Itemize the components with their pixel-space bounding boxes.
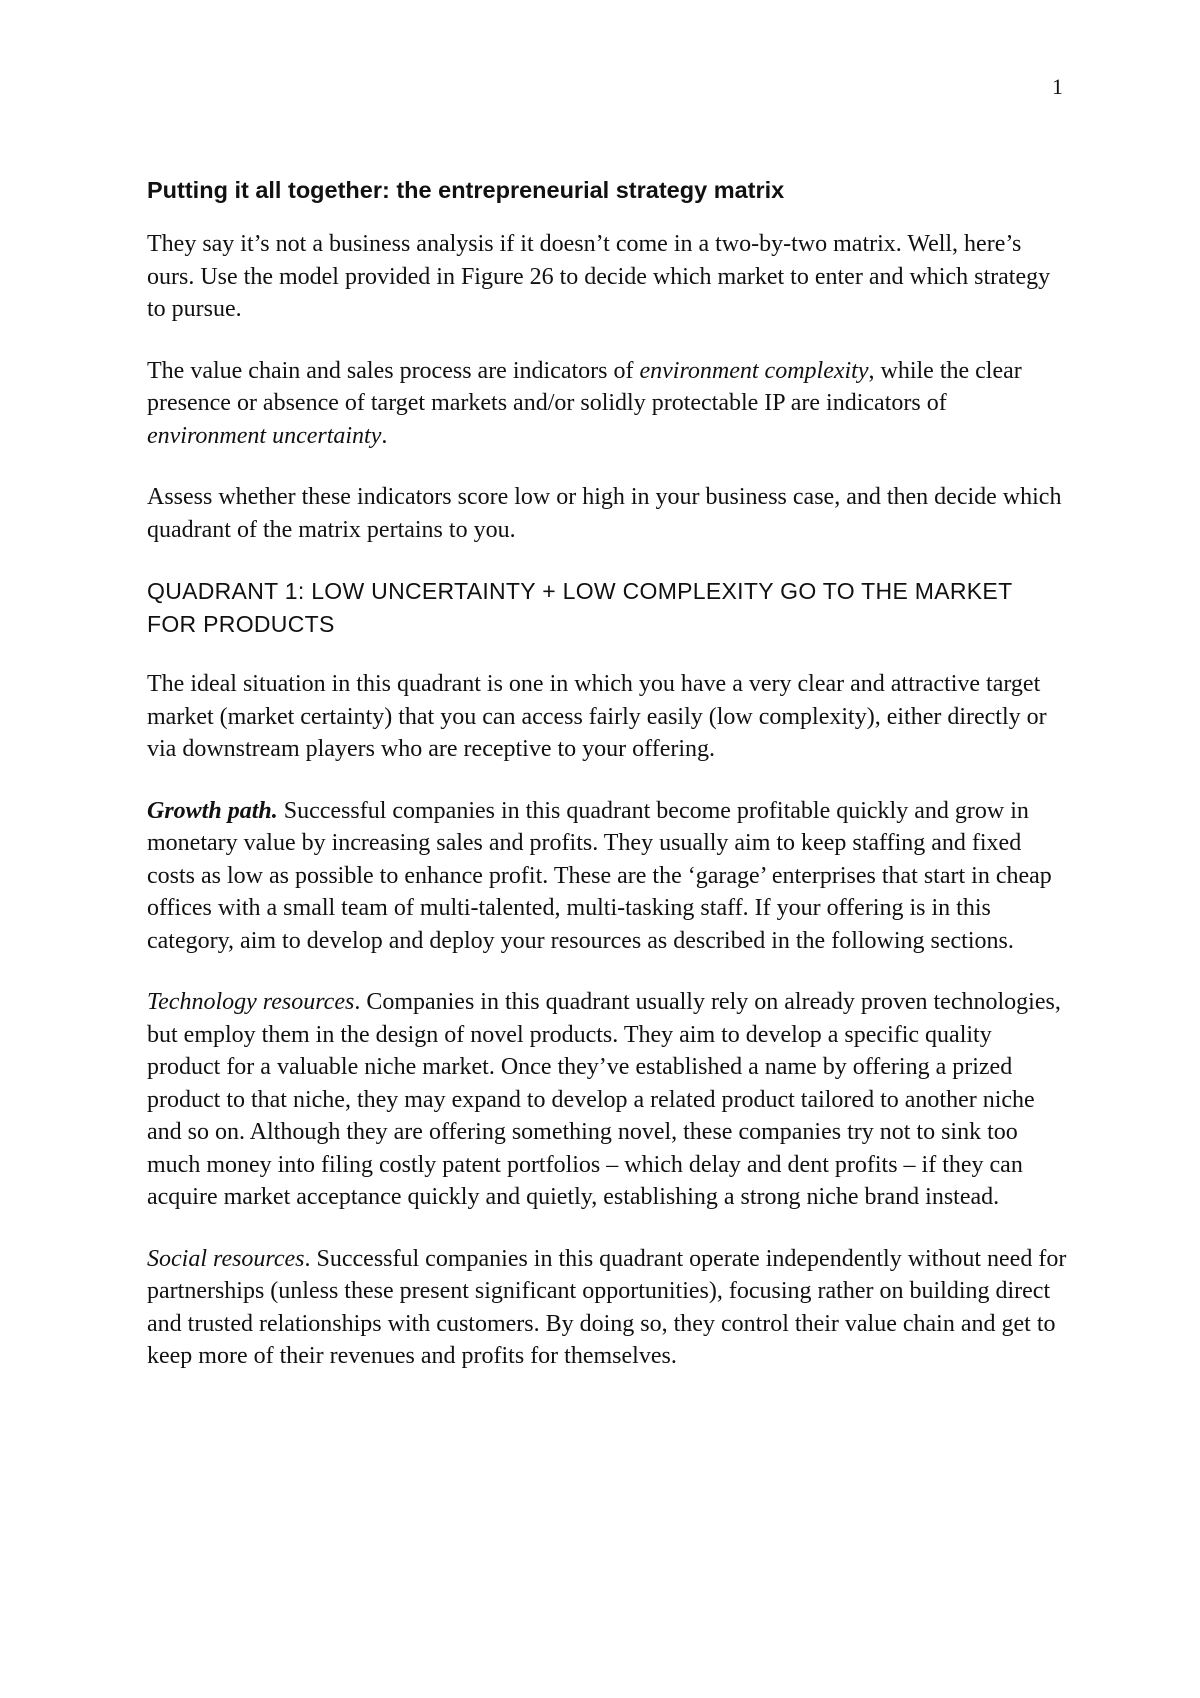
page-number: 1 — [1052, 74, 1063, 99]
growth-path-paragraph — [147, 795, 1067, 958]
section-heading: Putting it all together: the entrepreneurial strategy matrix — [147, 177, 785, 203]
growth-path-label: Growth path. — [147, 797, 278, 824]
indicators-emphasis-complexity: environment complexity — [639, 357, 869, 384]
indicators-emphasis-uncertainty: environment uncertainty — [147, 422, 382, 449]
social-resources-text: . Successful companies in this quadrant operate independently without need for partnerships (unless these present significant opportunities), focusing rather on building direct and trusted relationships with customers. By doing so, they control their value chain and get to keep more of their revenues and profits for themselves. — [147, 1245, 1067, 1369]
assess-paragraph: Assess whether these indicators score low or high in your business case, and then decide which quadrant of the matrix pertains to you. — [147, 484, 1062, 543]
technology-resources-label: Technology resources — [147, 989, 355, 1015]
intro-paragraph: They say it’s not a business analysis if it doesn’t come in a two-by-two matrix. Well, here’s ours. Use the model provided in Figure 26 to decide which market to enter and which strategy to pursue. — [147, 231, 1051, 322]
social-resources-label: Social resources — [147, 1245, 305, 1272]
page-content — [147, 174, 1067, 1402]
social-resources-paragraph — [147, 1243, 1067, 1373]
indicators-text-1: The value chain and sales process are indicators of — [147, 357, 640, 384]
quadrant-heading: QUADRANT 1: LOW UNCERTAINTY + LOW COMPLEXITY GO TO THE MARKET FOR PRODUCTS — [147, 578, 1012, 637]
technology-resources-paragraph — [147, 986, 1067, 1214]
technology-resources-text: . Companies in this quadrant usually rely on already proven technologies, but employ them in the design of novel products. They aim to develop a specific quality product for a valuable niche market. Once they’ve established a name by offering a prized product to that niche, they may expand to develop a related product tailored to another niche and so on. Although they are offering something novel, these companies try not to sink too much money into filing costly patent portfolios – which delay and dent profits – if they can acquire market acceptance quickly and quietly, establishing a strong niche brand instead. — [147, 989, 1061, 1210]
indicators-text-2: , while the clear presence or absence of target markets and/or solidly protectable IP are indicators of — [147, 357, 1022, 416]
indicators-text-3: . — [381, 422, 388, 449]
indicators-paragraph — [147, 355, 1067, 453]
growth-path-text: Successful companies in this quadrant become profitable quickly and grow in monetary value by increasing sales and profits. They usually aim to keep staffing and fixed costs as low as possible to enhance profit. These are the ‘garage’ enterprises that start in cheap offices with a small team of multi-talented, multi-tasking staff. If your offering is in this category, aim to develop and deploy your resources as described in the following sections. — [147, 797, 1052, 954]
quadrant-intro-paragraph: The ideal situation in this quadrant is one in which you have a very clear and attractive target market (market certainty) that you can access fairly easily (low complexity), either directly or via downstream players who are receptive to your offering. — [147, 671, 1047, 762]
